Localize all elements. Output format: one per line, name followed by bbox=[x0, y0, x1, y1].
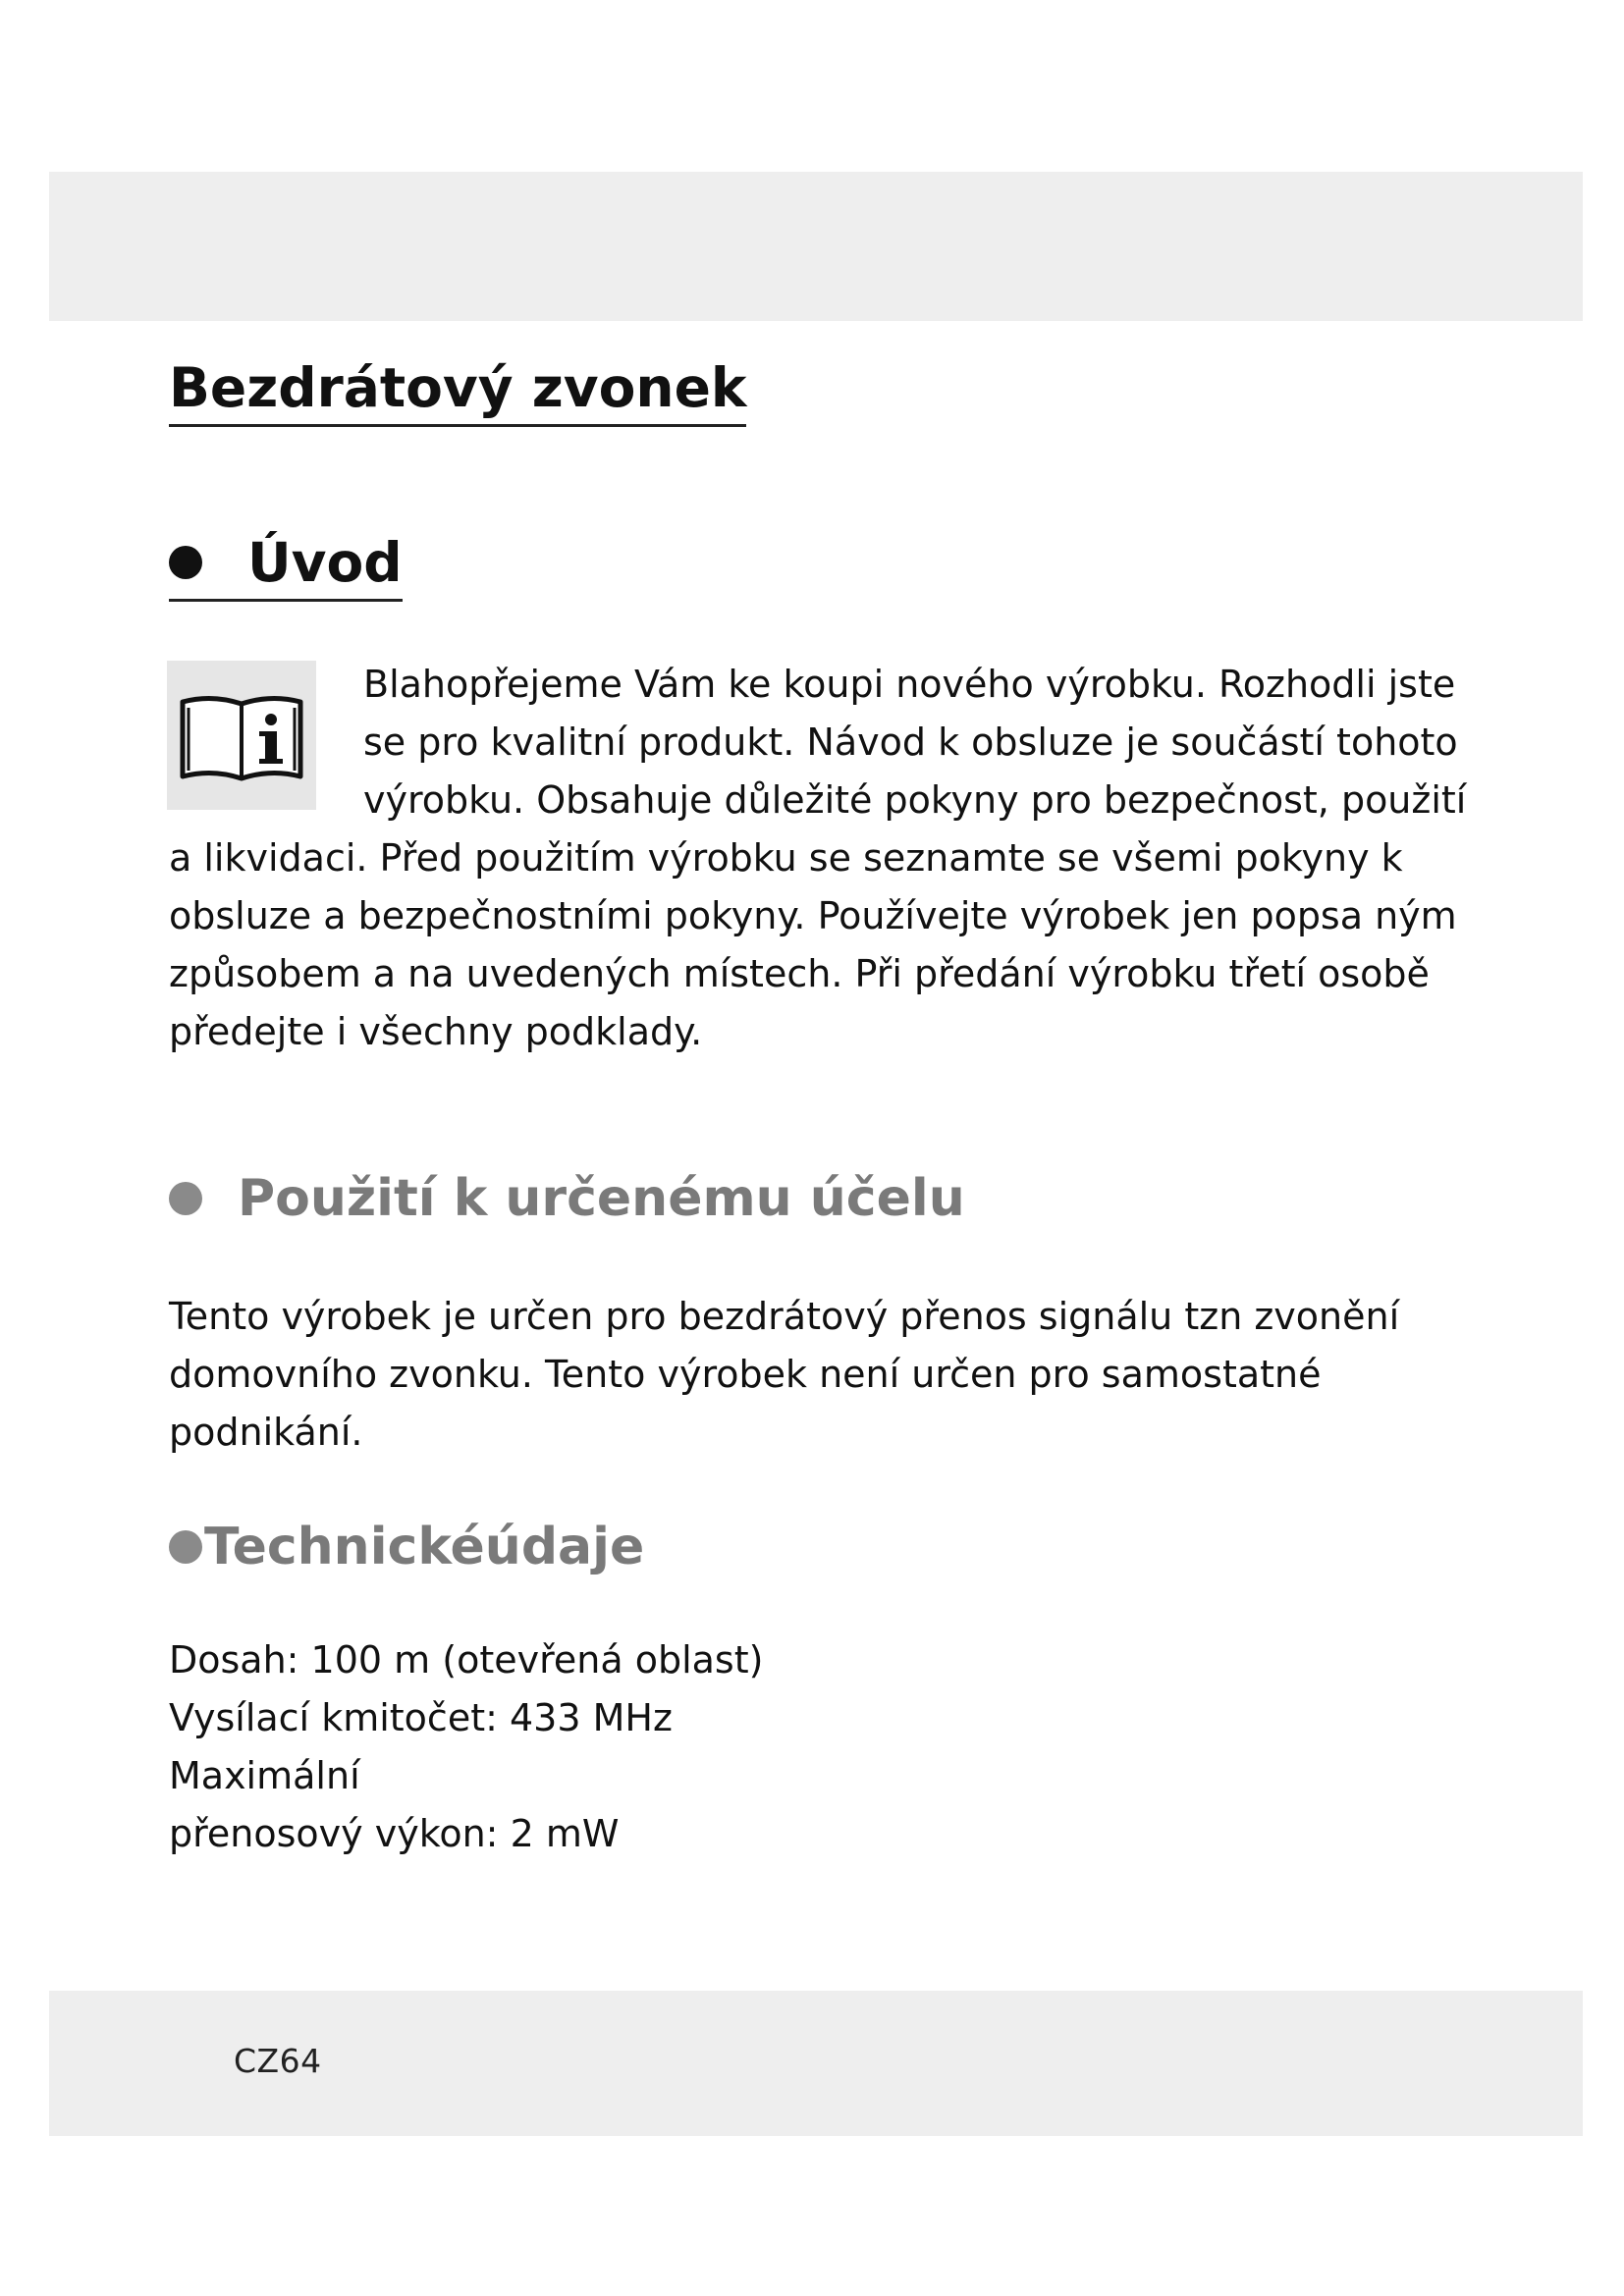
intro-text: Blahopřejeme Vám ke koupi nového výrobku. Rozhodli jste se pro kvalitní produkt. Návod k obsluze je součástí tohoto výrobku. Obsahuje důležité pokyny pro bezpečnost, použití a likvidaci. Před použitím výrobku se seznamte se všemi pokyny k obsluze a bezpečnostními pokyny. Používejte výrobek jen popsa ným způsobem a na uvedených místech. Při předání výrobku třetí osobě předejte i všechny podklady. bbox=[169, 663, 1467, 1053]
header-band bbox=[49, 172, 1583, 321]
section-heading-technical-text: Technickéúdaje bbox=[204, 1518, 645, 1576]
bullet-icon bbox=[169, 1530, 202, 1564]
bullet-icon bbox=[169, 1182, 202, 1215]
intro-paragraph bbox=[169, 656, 1485, 1061]
page-number: CZ64 bbox=[234, 2042, 322, 2080]
technical-specs bbox=[169, 1631, 763, 1863]
footer-band bbox=[49, 1991, 1583, 2136]
bullet-icon bbox=[169, 546, 202, 579]
spec-line: přenosový výkon: 2 mW bbox=[169, 1812, 620, 1855]
document-title: Bezdrátový zvonek bbox=[169, 355, 746, 427]
section-heading-intended-use bbox=[169, 1168, 965, 1229]
icon-spacer bbox=[169, 656, 363, 825]
section-heading-intro-text: Úvod bbox=[247, 531, 403, 594]
spec-line: Dosah: 100 m (otevřená oblast) bbox=[169, 1638, 764, 1682]
spec-line: Maximální bbox=[169, 1754, 360, 1797]
section-heading-technical bbox=[169, 1517, 644, 1577]
intended-use-paragraph: Tento výrobek je určen pro bezdrátový přenos signálu tzn zvonění domovního zvonku. Tento výrobek není určen pro samostatné podnikání. bbox=[169, 1295, 1400, 1454]
spec-line: Vysílací kmitočet: 433 MHz bbox=[169, 1696, 673, 1739]
section-heading-intro bbox=[169, 530, 403, 602]
section-heading-intended-use-text: Použití k určenému účelu bbox=[238, 1169, 965, 1228]
